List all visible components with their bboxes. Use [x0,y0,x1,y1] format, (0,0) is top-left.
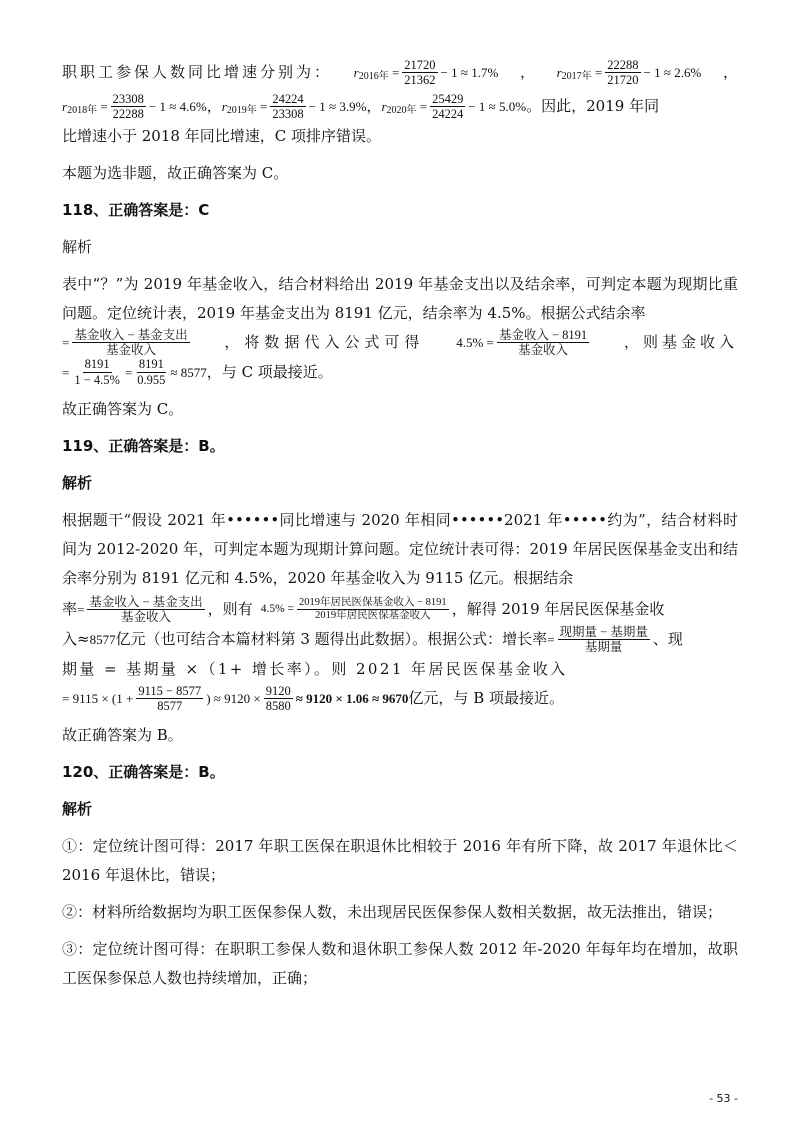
prev-conclusion: 本题为选非题，故正确答案为 C。 [62,163,289,182]
fraction: $\frac{22288}{21720}$ [607,58,639,88]
fraction: $\frac{9115 - 8577}{8577}$ [138,683,202,713]
growth-rate-lead: 职职工参保人数同比增速分别为： [62,63,333,82]
formula-r2020: r 2020年 = $\frac{25429}{24224}$ − 1 ≈ 5.0% [381,91,527,122]
q118-analysis-label: 解析 [62,237,93,256]
q119-formula-text: 期量 = 基期量 ×（1+ 增长率）。则 2021 年居民医保基金收入 [62,659,568,678]
q118-heading: 118、正确答案是：C [62,200,210,219]
q120-heading: 120、正确答案是：B。 [62,763,225,782]
q119-analysis-label: 解析 [62,474,93,492]
income-2021-calc: = 9115 × (1 + $\frac{9115 - 8577}{8577}$ ) ≈ 9120 × $\frac{9120}{8580}$ ≈ 9120 × 1.06 ≈ 9670 [62,683,409,713]
fraction: $\frac{\text{基金收入 − 基金支出}}{\text{基金收入}}$ [89,595,203,625]
q119-formula-line-1: 率 = $\frac{\text{基金收入 − 基金支出}}{\text{基金收入}}$ ，则有 4.5% = $\frac{\text{2019年居民医保基金收入 − 8191}}{\text{2019年居民医保基金收入}}$ ，解得 2019 年居民医保基金收 [62,595,665,625]
fraction: $\frac{8191}{1 - 4.5\%}$ [74,357,120,387]
growth-rate-formula: = $\frac{\text{现期量 − 基期量}}{\text{基期量}}$ [547,624,648,655]
surplus-rate-formula: = $\frac{\text{基金收入 − 基金支出}}{\text{基金收入}}$ [77,595,203,625]
fraction: $\frac{9120}{8580}$ [265,683,291,713]
surplus-rate-formula: = $\frac{\text{基金收入 − 基金支出}}{\text{基金收入}}$ [62,327,188,357]
fraction: $\frac{\text{基金收入 − 8191}}{\text{基金收入}}$ [498,327,588,357]
substitution-formula: 4.5% = $\frac{\text{基金收入 − 8191}}{\text{基金收入}}$ [456,327,588,357]
q118-paragraph: 表中“？”为 2019 年基金收入，结合材料给出 2019 年基金支出以及结余率，可判定本题为现期比重问题。定位统计表，2019 年基金支出为 8191 亿元，结余率为 4.5%。根据公式结余率 [62,274,738,322]
q119-paragraph: 根据题干“假设 2021 年••••••同比增速与 2020 年相同••••••2021 年•••••约为”，结合材料时间为 2012-2020 年，可判定本题为现期计算问题。定位统计表可得：2019 年居民医保基金支出和结余率分别为 8191 亿元和 4.5%，2020 年基金收入为 9115 亿元。根据结余 [62,511,738,587]
q120-item-3: ③：定位统计图可得：在职职工参保人数和退休职工参保人数 2012 年-2020 年每年均在增加，故职工医保参保总人数也持续增加，正确； [62,940,738,988]
growth-rate-line-2: r 2018年 = $\frac{23308}{22288}$ − 1 ≈ 4.6% ， r 2019年 = $\frac{24224}{23308}$ − 1 ≈ 3.9% ， r 2020年 = $\frac{25429}{24224}$ − 1 ≈ 5.0% 。因此，2019 年同 [62,91,660,122]
formula-r2016: r 2016年 = $\frac{21720}{21362}$ − 1 ≈ 1.7% [353,58,499,88]
q120-item-2: ②：材料所给数据均为职工医保参保人数，未出现居民医保参保人数相关数据，故无法推出，错误； [62,903,723,922]
growth-rate-after: 。因此，2019 年同 [526,97,660,116]
fraction: $\frac{\text{2019年居民医保基金收入 − 8191}}{\text{2019年居民医保基金收入}}$ [299,597,447,622]
formula-r2019: r 2019年 = $\frac{24224}{23308}$ − 1 ≈ 3.9% [221,91,367,122]
q118-formula-line-1: = $\frac{\text{基金收入 − 基金支出}}{\text{基金收入}}$ ，将数据代入公式可得 4.5% = $\frac{\text{基金收入 − 8191}}{\text{基金收入}}$ ，则基金收入 [62,327,738,357]
fraction: $\frac{24224}{23308}$ [272,91,304,122]
fraction: $\frac{\text{现期量 − 基期量}}{\text{基期量}}$ [559,624,648,655]
formula-r2017: r 2017年 = $\frac{22288}{21720}$ − 1 ≈ 2.6% [556,58,702,88]
growth-rate-line-1: 职职工参保人数同比增速分别为： r 2016年 = $\frac{21720}{21362}$ − 1 ≈ 1.7% ， r 2017年 = $\frac{22288}{21720}$ − 1 ≈ 2.6% ， [62,58,738,88]
page-number: - 53 - [709,1092,738,1105]
fraction: $\frac{23308}{22288}$ [112,91,144,122]
q119-calc-line: = 9115 × (1 + $\frac{9115 - 8577}{8577}$ ) ≈ 9120 × $\frac{9120}{8580}$ ≈ 9120 × 1.06 ≈ 9670 亿元，与 B 项最接近。 [62,683,564,713]
q119-conclusion: 故正确答案为 B。 [62,726,183,745]
q119-formula-line-2: 入≈ 8577 亿元（也可结合本篇材料第 3 题得出此数据）。根据公式：增长率 = $\frac{\text{现期量 − 基期量}}{\text{基期量}}$ 、现 [62,624,683,655]
growth-rate-line-3: 比增速小于 2018 年同比增速，C 项排序错误。 [62,126,381,145]
formula-r2018: r 2018年 = $\frac{23308}{22288}$ − 1 ≈ 4.6% [62,91,207,122]
q120-item-1: ①：定位统计图可得：2017 年职工医保在职退休比相较于 2016 年有所下降，故 2017 年退休比＜2016 年退休比，错误； [62,837,738,885]
q120-analysis-label: 解析 [62,800,93,819]
fraction: $\frac{\text{基金收入 − 基金支出}}{\text{基金收入}}$ [74,327,188,357]
fraction: $\frac{8191}{0.955}$ [137,357,166,387]
resident-income-formula: 4.5% = $\frac{\text{2019年居民医保基金收入 − 8191}}{\text{2019年居民医保基金收入}}$ [260,597,447,622]
fraction: $\frac{25429}{24224}$ [432,91,464,122]
income-calc-formula: = $\frac{8191}{1 - 4.5\%}$ = $\frac{8191}{0.955}$ ≈ 8577 [62,357,207,387]
q119-heading: 119、正确答案是：B。 [62,437,225,455]
page-content [62,58,738,1001]
q118-conclusion: 故正确答案为 C。 [62,400,184,418]
fraction: $\frac{21720}{21362}$ [404,58,436,88]
q118-formula-line-2: = $\frac{8191}{1 - 4.5\%}$ = $\frac{8191}{0.955}$ ≈ 8577 ，与 C 项最接近。 [62,357,333,387]
